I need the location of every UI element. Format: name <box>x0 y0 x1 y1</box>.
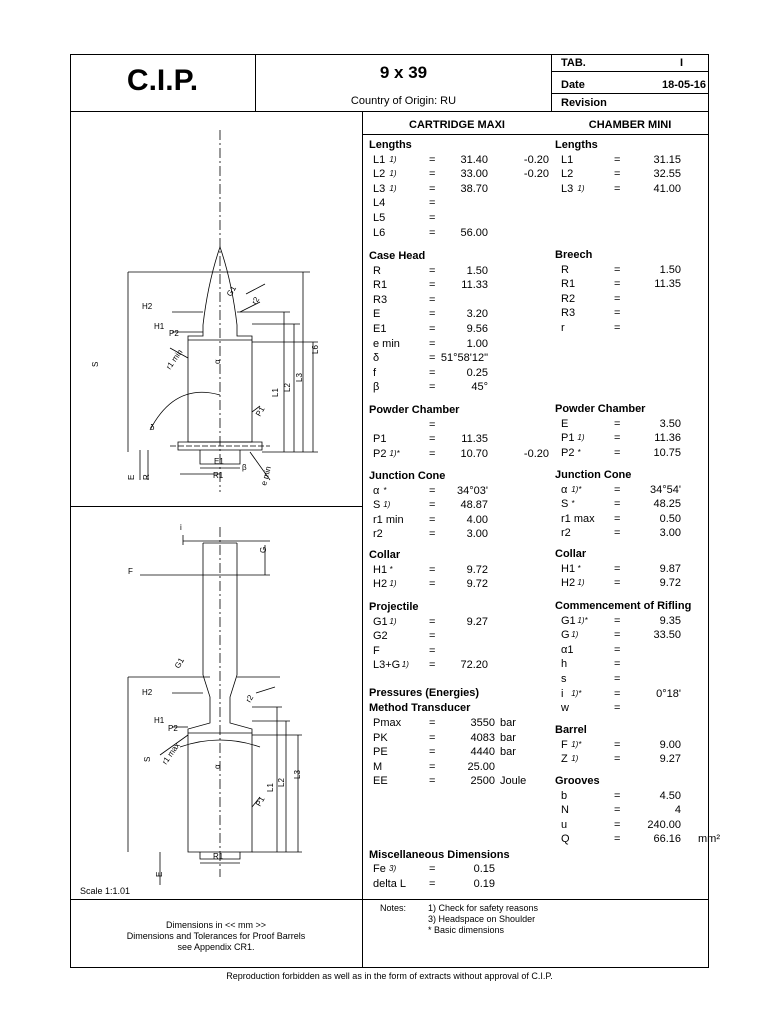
row-label: β <box>373 381 380 394</box>
row-label: G1 <box>373 615 388 628</box>
row-equals: = <box>614 687 621 700</box>
row-equals: = <box>429 630 436 643</box>
row-equals: = <box>429 528 436 541</box>
row-value: 51°58'12" <box>440 352 488 365</box>
dimensions-line-2: Dimensions and Tolerances for Proof Barrels <box>126 931 306 941</box>
section-title: Lengths <box>369 139 412 151</box>
row-label: r2 <box>561 527 571 540</box>
row-label: E1 <box>373 323 387 335</box>
row-value: 32.55 <box>653 168 681 181</box>
row-label: R2 <box>561 292 576 305</box>
label-rmax: r1 max <box>160 740 182 767</box>
row-equals: = <box>429 182 436 195</box>
row-note: 1) <box>577 183 585 193</box>
row-equals: = <box>429 877 436 890</box>
row-label: r <box>561 322 565 334</box>
row-equals: = <box>614 577 621 590</box>
row-note: 1) <box>389 616 397 626</box>
row-note: * <box>389 564 393 574</box>
row-value: 4.50 <box>659 789 681 802</box>
label-l3b: L3 <box>293 770 302 779</box>
label-g1b: G1 <box>172 656 187 670</box>
row-note: 1)* <box>571 739 582 749</box>
pressure-label: Pmax <box>373 717 402 729</box>
row-label: r1 min <box>373 513 404 526</box>
pressure-value: 2500 <box>470 775 495 788</box>
note-line-2: 3) Headspace on Shoulder <box>428 914 536 924</box>
section-title: Breech <box>555 249 593 261</box>
row-equals: = <box>614 614 621 627</box>
row-value: 3.00 <box>466 528 488 541</box>
row-equals: = <box>614 307 621 320</box>
row-equals: = <box>429 563 436 576</box>
row-equals: = <box>614 432 621 445</box>
label-l2: L2 <box>283 383 292 392</box>
row-label: h <box>561 658 568 671</box>
pressure-unit: bar <box>500 717 516 729</box>
row-label: α1 <box>561 643 574 656</box>
row-equals: = <box>429 513 436 526</box>
row-label: S <box>561 498 569 511</box>
row-label: w <box>561 702 569 715</box>
row-tolerance: -0.20 <box>523 168 549 181</box>
row-equals: = <box>429 659 436 672</box>
row-value: 9.56 <box>466 323 488 335</box>
label-l6: L6 <box>311 345 320 354</box>
row-equals: = <box>429 717 436 729</box>
label-p2: P2 <box>169 329 179 338</box>
row-value: 0°18' <box>656 687 681 700</box>
row-note: 1) <box>389 154 397 164</box>
label-h2b: H2 <box>142 688 153 697</box>
pressure-label: PK <box>373 731 388 744</box>
country-of-origin: Country of Origin: RU <box>350 95 457 107</box>
pressure-unit: bar <box>500 746 516 759</box>
row-equals: = <box>614 804 621 817</box>
row-label: i <box>561 687 564 700</box>
row-equals: = <box>429 308 436 321</box>
section-title: Powder Chamber <box>555 403 646 415</box>
row-tolerance: -0.20 <box>523 447 549 460</box>
row-value: 9.35 <box>659 614 681 627</box>
row-equals: = <box>429 433 436 446</box>
row-label: P2 <box>561 446 575 459</box>
row-equals: = <box>429 293 436 306</box>
row-equals: = <box>429 197 436 210</box>
label-alpha: α <box>213 359 222 364</box>
row-value: 9.72 <box>466 578 488 591</box>
row-label: Z <box>561 753 568 766</box>
chamber-column <box>551 0 720 1024</box>
note-line-3: * Basic dimensions <box>428 925 505 935</box>
row-equals: = <box>429 484 436 497</box>
row-value: 1.50 <box>466 264 488 277</box>
row-equals: = <box>429 212 436 224</box>
row-value: 4 <box>674 804 681 817</box>
row-note: 1)* <box>571 688 582 698</box>
row-label: E <box>561 417 569 430</box>
label-r1b: R1 <box>213 852 224 861</box>
row-equals: = <box>429 418 436 431</box>
cip-logo: C.I.P. <box>126 64 199 97</box>
row-label: R1 <box>373 279 388 292</box>
row-value: 9.72 <box>466 563 488 576</box>
row-label: u <box>561 818 568 831</box>
row-equals: = <box>429 323 436 335</box>
dimensions-line-1: Dimensions in << mm >> <box>165 920 267 930</box>
row-equals: = <box>614 153 621 166</box>
section-title: Grooves <box>555 775 600 787</box>
section-title: Collar <box>555 548 587 560</box>
label-p1: P1 <box>253 405 267 418</box>
row-label: F <box>373 644 380 657</box>
row-label: e min <box>373 337 400 350</box>
label-i: i <box>180 523 182 532</box>
row-value: 0.25 <box>466 366 488 379</box>
label-eb: E <box>155 871 164 877</box>
row-equals: = <box>614 527 621 540</box>
row-equals: = <box>429 279 436 292</box>
row-label: L3 <box>373 182 386 195</box>
label-g1: G1 <box>224 284 239 298</box>
row-equals: = <box>614 753 621 766</box>
row-label: L1 <box>561 153 574 166</box>
pressure-value: 4083 <box>470 731 495 744</box>
chamber-drawing <box>70 507 362 897</box>
date-value: 18-05-16 <box>662 79 707 91</box>
row-label: b <box>561 789 568 802</box>
row-value: 38.70 <box>460 182 488 195</box>
row-equals: = <box>429 447 436 460</box>
row-value: 45° <box>471 381 488 394</box>
row-note: 1) <box>401 660 409 670</box>
row-equals: = <box>614 702 621 715</box>
row-equals: = <box>614 818 621 831</box>
row-value: 3.20 <box>466 308 488 321</box>
row-value: 9.72 <box>659 577 681 590</box>
row-equals: = <box>614 629 621 642</box>
section-title: Junction Cone <box>369 470 446 482</box>
pressure-value: 25.00 <box>467 760 495 773</box>
label-emin: e min <box>259 465 273 487</box>
row-label: R3 <box>373 293 388 306</box>
caliber-title: 9 x 39 <box>379 63 428 82</box>
row-equals: = <box>429 226 436 239</box>
row-equals: = <box>614 562 621 575</box>
row-label: L2 <box>561 168 574 181</box>
section-title: Projectile <box>369 601 419 613</box>
pressure-value: 3550 <box>470 717 495 729</box>
label-beta: β <box>242 463 247 472</box>
row-label: R1 <box>561 278 576 291</box>
row-equals: = <box>614 168 621 181</box>
pressures-title: Pressures (Energies) <box>369 687 480 699</box>
row-value: 66.16 <box>653 833 681 846</box>
row-note: 1)* <box>571 484 582 494</box>
row-note: 1) <box>389 183 397 193</box>
row-label: Q <box>561 833 570 846</box>
row-label: R <box>373 264 381 277</box>
row-equals: = <box>429 644 436 657</box>
row-note: 1) <box>389 579 397 589</box>
row-label: L6 <box>373 226 386 239</box>
misc-label: delta L <box>373 877 407 890</box>
label-r1: R1 <box>213 471 224 480</box>
row-value: 0.50 <box>659 512 681 525</box>
row-equals: = <box>614 738 621 751</box>
row-label: H1 <box>561 562 576 575</box>
row-equals: = <box>429 337 436 350</box>
row-equals: = <box>614 292 621 305</box>
row-note: * <box>577 563 581 573</box>
row-value: 1.50 <box>659 263 681 276</box>
row-equals: = <box>614 658 621 671</box>
row-equals: = <box>429 366 436 379</box>
row-equals: = <box>614 322 621 334</box>
tab-value: I <box>680 57 684 69</box>
row-value: 3.50 <box>659 417 681 430</box>
label-s: S <box>91 361 100 367</box>
row-value: 10.70 <box>460 447 488 460</box>
row-equals: = <box>429 746 436 759</box>
row-label: α <box>561 483 568 496</box>
row-value: 11.36 <box>654 432 681 445</box>
row-equals: = <box>614 446 621 459</box>
revision-label: Revision <box>561 97 607 109</box>
cartridge-column <box>363 0 551 1024</box>
chamber-title: CHAMBER MINI <box>588 119 672 131</box>
section-title: Collar <box>369 549 401 561</box>
row-note: 1)* <box>389 448 400 458</box>
row-equals: = <box>429 615 436 628</box>
row-label: S <box>373 499 381 512</box>
row-equals: = <box>429 352 436 365</box>
row-value: 11.33 <box>461 279 488 292</box>
row-equals: = <box>614 182 621 195</box>
row-value: 240.00 <box>647 818 681 831</box>
method-title: Method Transducer <box>369 702 471 714</box>
row-equals: = <box>614 483 621 496</box>
row-value: 33.50 <box>653 629 681 642</box>
row-equals: = <box>429 578 436 591</box>
label-sb: S <box>143 756 152 762</box>
row-label: G1 <box>561 614 576 627</box>
row-value: 56.00 <box>460 226 488 239</box>
row-value: 9.27 <box>659 753 681 766</box>
row-note: * <box>577 447 581 457</box>
label-l2b: L2 <box>277 778 286 787</box>
section-title: Junction Cone <box>555 469 632 481</box>
misc-value: 0.15 <box>473 863 495 875</box>
footer-text: Reproduction forbidden as well as in the form of extracts without approval of C.I.P. <box>226 971 553 981</box>
row-value: 48.25 <box>653 498 681 511</box>
pressure-unit: Joule <box>500 775 527 788</box>
label-r: R <box>142 474 151 480</box>
label-e: E <box>127 474 136 480</box>
row-tolerance: -0.20 <box>523 153 549 166</box>
notes-label: Notes: <box>380 903 407 913</box>
row-equals: = <box>614 263 621 276</box>
label-r2b: r2 <box>243 693 256 704</box>
label-g: G <box>259 546 268 553</box>
row-equals: = <box>614 498 621 511</box>
row-label: R3 <box>561 307 576 320</box>
row-value: 9.87 <box>659 562 681 575</box>
row-value: 33.00 <box>460 168 488 181</box>
label-p1b: P1 <box>253 795 267 808</box>
row-value: 34°03' <box>457 484 488 497</box>
misc-title: Miscellaneous Dimensions <box>369 849 510 861</box>
row-note: 1) <box>577 433 585 443</box>
row-equals: = <box>429 760 436 773</box>
label-delta: δ <box>150 423 155 432</box>
row-label: δ <box>373 352 380 365</box>
row-label: L3 <box>561 182 574 195</box>
row-value: 11.35 <box>654 278 681 291</box>
row-value: 48.87 <box>460 499 488 512</box>
label-l3: L3 <box>295 373 304 382</box>
section-title: Lengths <box>555 139 598 151</box>
row-equals: = <box>614 417 621 430</box>
row-label: H2 <box>561 577 576 590</box>
row-value: 31.40 <box>460 153 488 166</box>
cartridge-drawing <box>70 112 362 506</box>
row-value: 9.27 <box>466 615 488 628</box>
row-label: L3+G <box>373 659 401 672</box>
row-equals: = <box>429 168 436 181</box>
label-r2: r2 <box>249 295 262 306</box>
row-value: 72.20 <box>460 659 488 672</box>
pressure-label: PE <box>373 746 388 759</box>
label-f: F <box>128 567 133 576</box>
misc-value: 0.19 <box>473 877 495 890</box>
row-label: P2 <box>373 447 387 460</box>
row-label: H1 <box>373 563 388 576</box>
row-equals: = <box>429 775 436 788</box>
section-title: Case Head <box>369 250 426 262</box>
row-label: f <box>373 366 377 379</box>
row-note: 1) <box>389 169 397 179</box>
dimensions-line-3: see Appendix CR1. <box>177 942 255 952</box>
row-equals: = <box>429 264 436 277</box>
row-label: L1 <box>373 153 386 166</box>
row-equals: = <box>614 643 621 656</box>
row-value: 9.00 <box>659 738 681 751</box>
label-r1min: r1 min <box>164 347 185 372</box>
row-note: 1) <box>571 754 579 764</box>
row-label: R <box>561 263 569 276</box>
cartridge-title: CARTRIDGE MAXI <box>409 119 505 131</box>
row-note: * <box>383 485 387 495</box>
label-alphab: α <box>213 764 222 769</box>
row-equals: = <box>429 731 436 744</box>
label-h1b: H1 <box>154 716 165 725</box>
label-e1: E1 <box>214 457 224 466</box>
pressure-unit: bar <box>500 731 516 744</box>
row-value: 4.00 <box>466 513 488 526</box>
label-l1: L1 <box>271 388 280 397</box>
row-label: P1 <box>561 432 575 445</box>
row-equals: = <box>614 512 621 525</box>
row-label: H2 <box>373 578 388 591</box>
misc-note: 3) <box>389 864 397 873</box>
row-label: G2 <box>373 630 388 643</box>
misc-label: Fe <box>373 863 386 875</box>
label-l1b: L1 <box>266 783 275 792</box>
row-note: 1) <box>383 500 391 510</box>
row-label: r2 <box>373 528 383 541</box>
row-label: α <box>373 484 380 497</box>
row-label: L5 <box>373 212 386 224</box>
label-h2: H2 <box>142 302 153 311</box>
row-equals: = <box>429 381 436 394</box>
row-equals: = <box>614 833 621 846</box>
row-equals: = <box>429 499 436 512</box>
row-label: E <box>373 308 381 321</box>
row-label: s <box>561 673 567 685</box>
row-label: F <box>561 738 568 751</box>
row-note: 1) <box>577 578 585 588</box>
note-line-1: 1) Check for safety reasons <box>428 903 539 913</box>
label-h1: H1 <box>154 322 165 331</box>
row-value: 41.00 <box>653 182 681 195</box>
row-equals: = <box>614 789 621 802</box>
row-label: N <box>561 804 569 817</box>
row-label: L4 <box>373 197 386 210</box>
row-label: P1 <box>373 433 387 446</box>
label-p2b: P2 <box>168 724 178 733</box>
section-title: Commencement of Rifling <box>555 600 692 612</box>
pressure-label: EE <box>373 775 388 788</box>
row-label: L2 <box>373 168 386 181</box>
tab-label: TAB. <box>561 57 586 69</box>
row-value: 11.35 <box>461 433 488 446</box>
row-equals: = <box>614 673 621 685</box>
date-label: Date <box>561 79 585 91</box>
pressure-label: M <box>373 760 383 773</box>
section-title: Barrel <box>555 724 587 736</box>
pressure-value: 4440 <box>470 746 495 759</box>
row-value: 10.75 <box>653 446 681 459</box>
row-note: 1)* <box>577 615 588 625</box>
row-value: 3.00 <box>659 527 681 540</box>
row-value: 1.00 <box>466 337 488 350</box>
scale-label: Scale 1:1.01 <box>80 886 131 896</box>
row-equals: = <box>614 278 621 291</box>
row-equals: = <box>429 153 436 166</box>
row-label: G <box>561 629 570 642</box>
row-value: 31.15 <box>653 153 681 166</box>
row-unit: mm² <box>698 833 720 846</box>
row-note: * <box>571 499 575 509</box>
section-title: Powder Chamber <box>369 404 460 416</box>
row-value: 34°54' <box>650 483 681 496</box>
row-equals: = <box>429 863 436 875</box>
row-note: 1) <box>571 630 579 640</box>
row-label: r1 max <box>561 512 595 525</box>
